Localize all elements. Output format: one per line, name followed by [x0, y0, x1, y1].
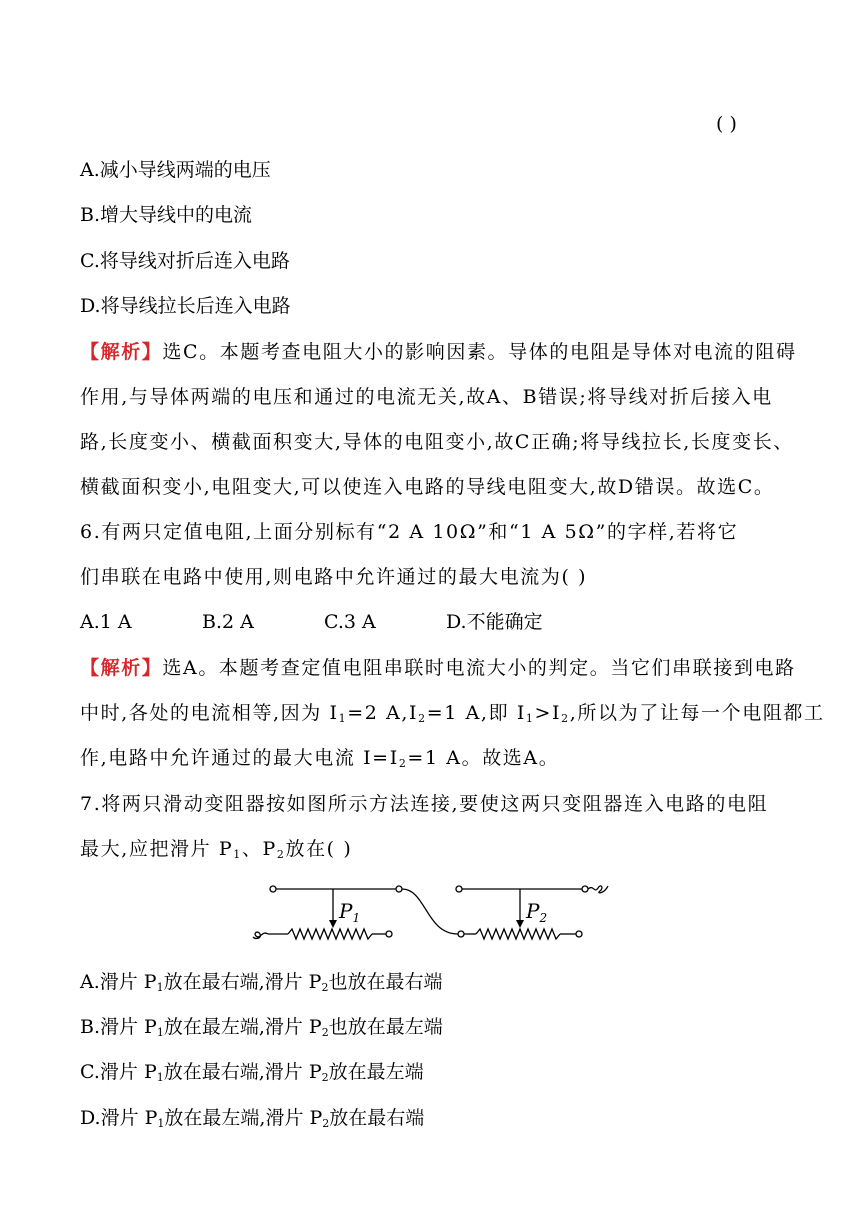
q5-option-b: B.增大导线中的电流	[80, 204, 253, 226]
q5-analysis-line-1	[80, 340, 797, 364]
q5-option-c: C.将导线对折后连入电路	[80, 250, 290, 272]
terminal	[456, 886, 462, 892]
external-wire-left	[253, 932, 268, 938]
q7-option-b: B.滑片 $P_1$放在最左端,滑片 $P_2$也放在最左端	[80, 1016, 443, 1039]
label-p1: $P_1$	[339, 899, 361, 925]
slider-p1-arrow	[329, 920, 337, 928]
rheostat-1-resistor	[288, 929, 372, 939]
terminal	[458, 931, 464, 937]
analysis-tag: 【解析】	[80, 341, 163, 363]
terminal	[386, 931, 392, 937]
q6-option-c: C.3 A	[324, 611, 376, 633]
terminal	[582, 886, 588, 892]
q6-options	[80, 610, 780, 634]
rheostat-2-resistor	[476, 929, 560, 939]
q5-analysis-line-2: 作用,与导体两端的电压和通过的电流无关,故A、B错误;将导线对折后接入电	[80, 386, 773, 408]
q6-stem-line-1: 6.有两只定值电阻,上面分别标有“2 A 10Ω”和“1 A 5Ω”的字样,若将它	[80, 521, 739, 543]
terminal	[576, 931, 582, 937]
q5-option-d: D.将导线拉长后连入电路	[80, 295, 291, 317]
analysis-text: 选A。本题考查定值电阻串联时电流大小的判定。当它们串联接到电路	[162, 657, 796, 679]
analysis-text: 选C。本题考查电阻大小的影响因素。导体的电阻是导体对电流的阻碍	[162, 341, 797, 363]
q7-option-d: D.滑片 $P_1$放在最左端,滑片 $P_2$放在最右端	[80, 1107, 425, 1130]
q6-analysis-line-1	[80, 656, 796, 680]
q6-option-d: D.不能确定	[446, 611, 543, 633]
q6-analysis-line-2: 中时,各处的电流相等,因为 $I_1=2$ $A,I_2=1$ A,即 $I_1>I_2$,所以为了让每一个电阻都工	[80, 702, 825, 725]
rheostat-circuit-diagram	[248, 874, 618, 954]
answer-paren: ( )	[716, 113, 737, 135]
connecting-wire	[402, 889, 458, 934]
terminal	[270, 886, 276, 892]
q5-analysis-line-4: 横截面积变小,电阻变大,可以使连入电路的导线电阻变大,故D错误。故选C。	[80, 476, 775, 498]
label-p2: $P_2$	[526, 899, 548, 925]
slider-p2-arrow	[516, 920, 524, 928]
q7-stem-line-2: 最大,应把滑片 $P_1$、$P_2$放在( )	[80, 838, 353, 861]
q6-option-b: B.2 A	[202, 611, 254, 633]
q7-stem-line-1: 7.将两只滑动变阻器按如图所示方法连接,要使这两只变阻器连入电路的电阻	[80, 793, 769, 815]
q7-option-c: C.滑片 $P_1$放在最右端,滑片 $P_2$放在最左端	[80, 1061, 424, 1084]
external-wire-right	[588, 886, 608, 893]
q5-option-a: A.减小导线两端的电压	[80, 159, 271, 181]
q6-stem-line-2: 们串联在电路中使用,则电路中允许通过的最大电流为( )	[80, 566, 588, 588]
q6-option-a: A.1 A	[80, 611, 132, 633]
terminal	[396, 886, 402, 892]
analysis-tag: 【解析】	[80, 657, 163, 679]
q6-analysis-line-3: 作,电路中允许通过的最大电流 $I=I_2=1$ A。故选A。	[80, 747, 560, 770]
q7-option-a: A.滑片 $P_1$放在最右端,滑片 $P_2$也放在最右端	[80, 971, 443, 994]
q5-analysis-line-3: 路,长度变小、横截面积变大,导体的电阻变小,故C正确;将导线拉长,长度变长、	[80, 431, 794, 453]
